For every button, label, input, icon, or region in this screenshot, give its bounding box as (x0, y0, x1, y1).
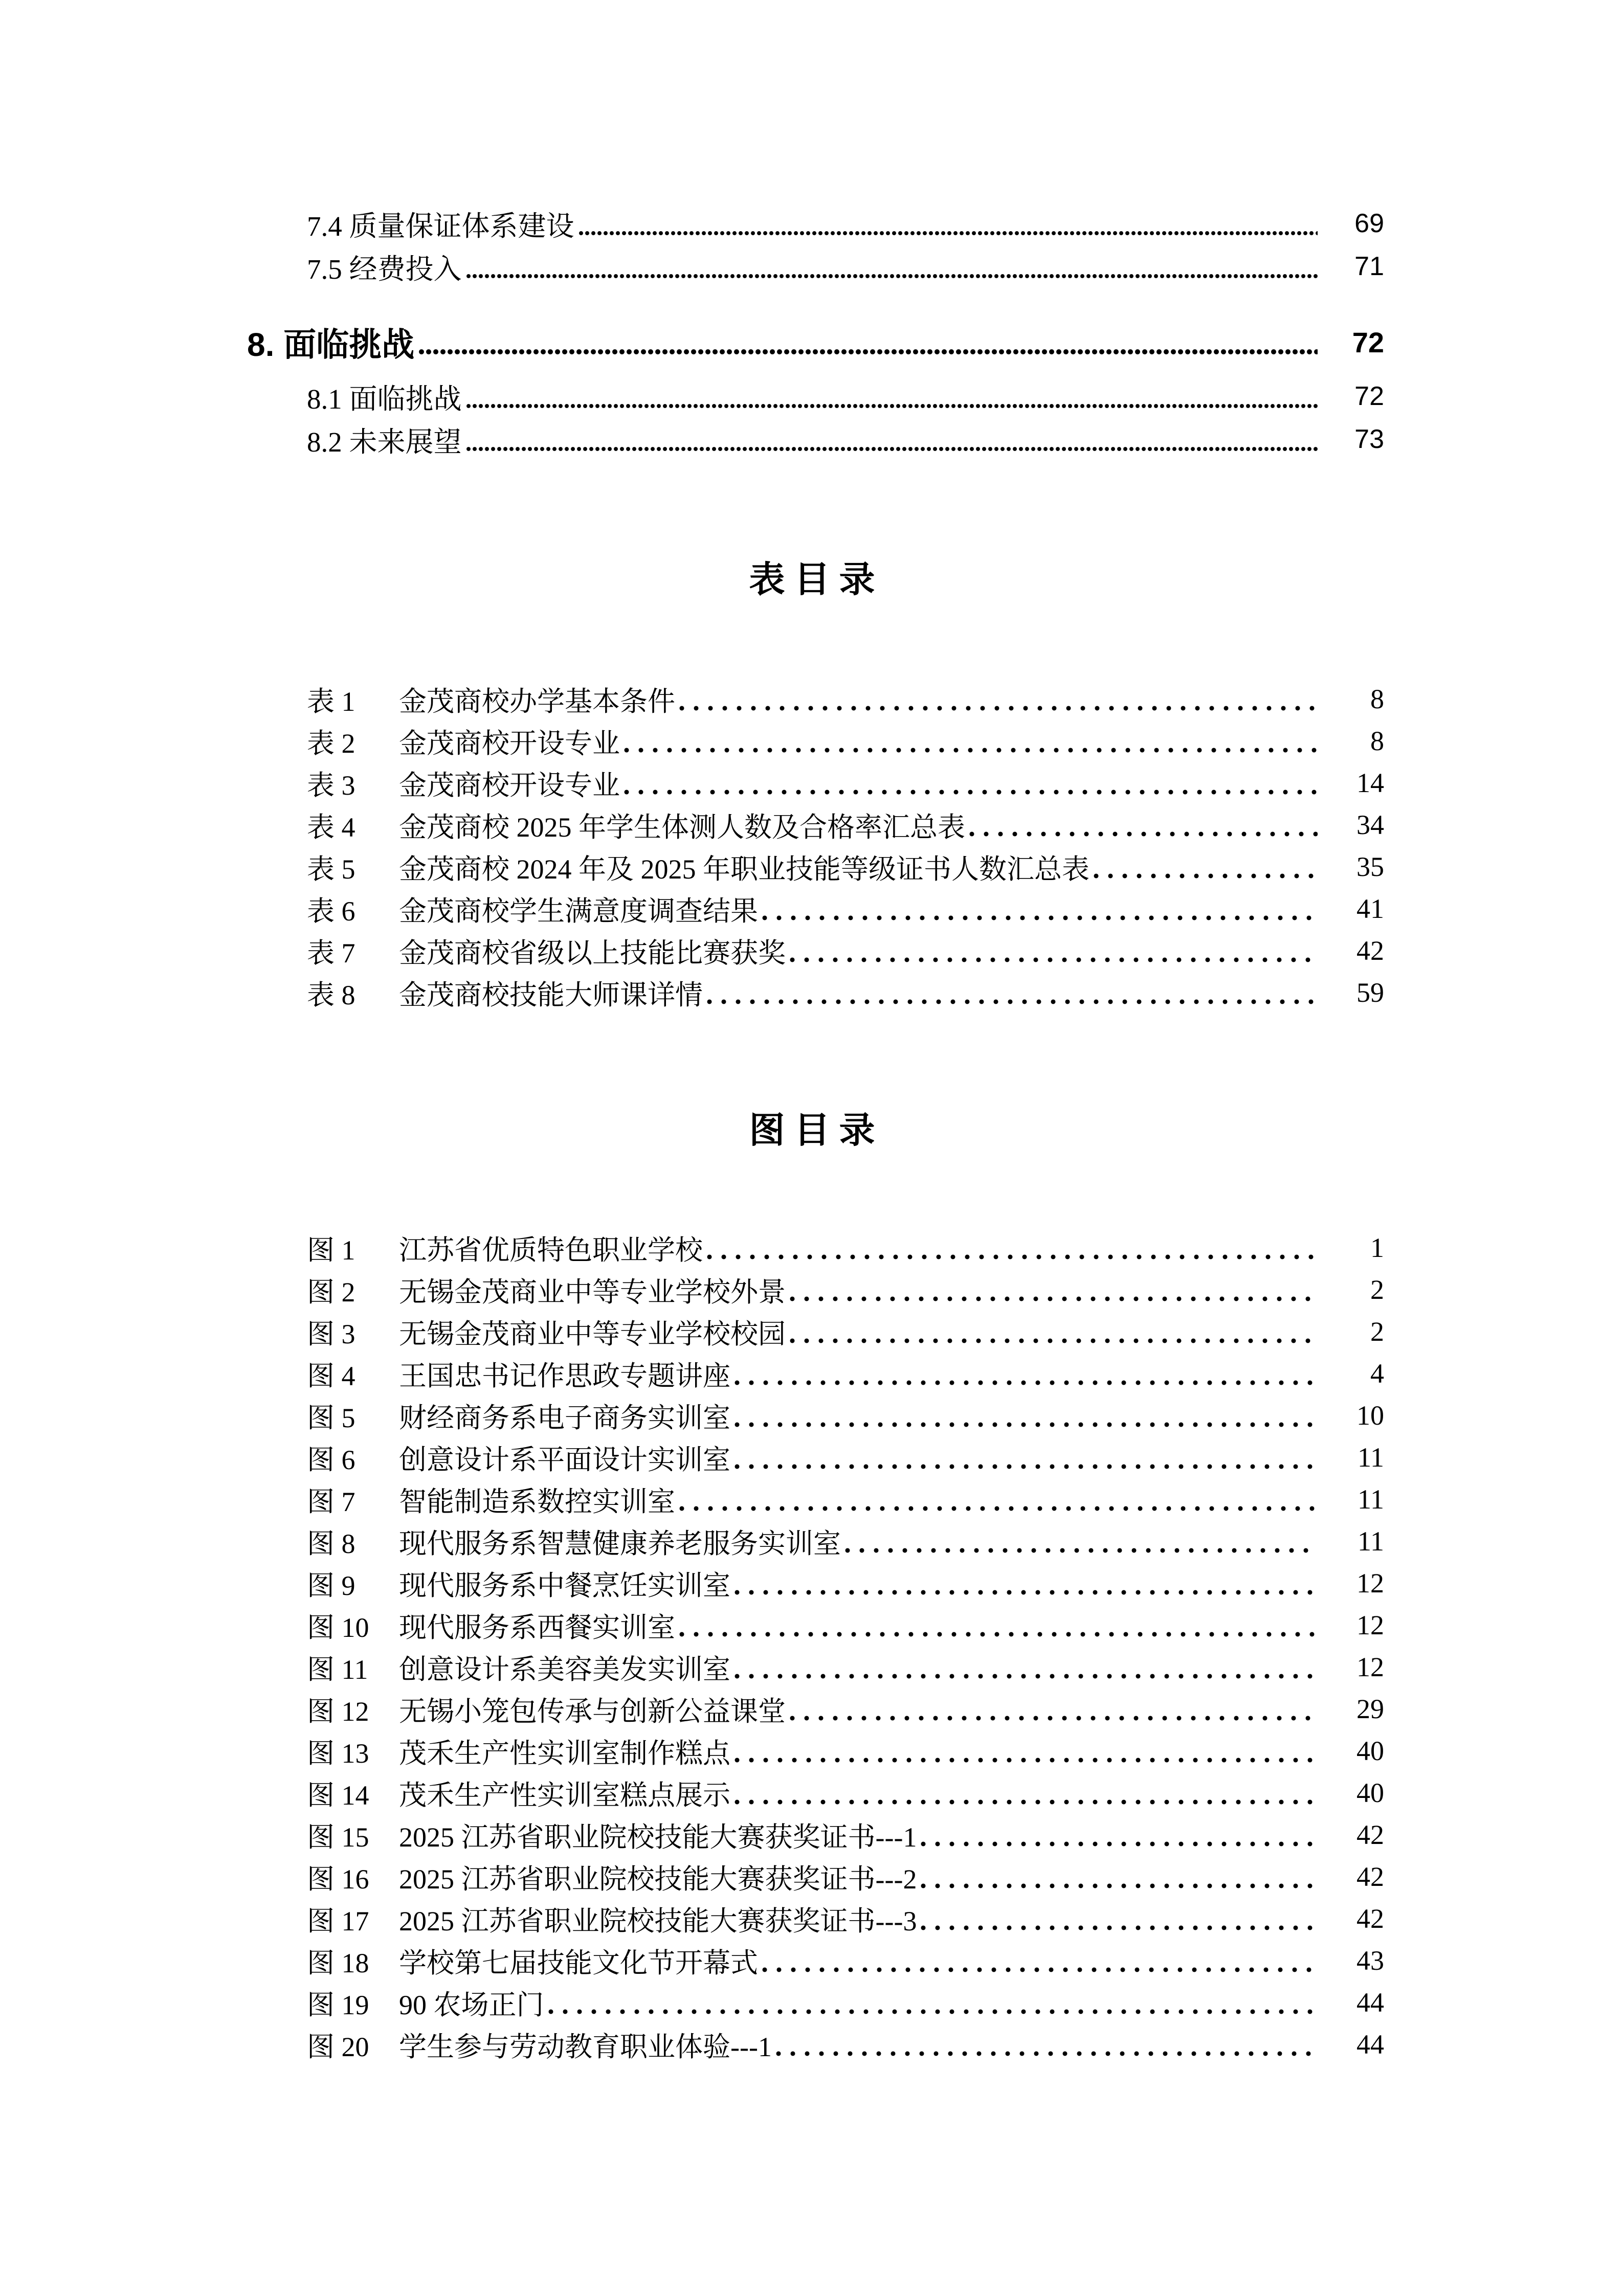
list-entry-page-number: 12 (1356, 1610, 1384, 1640)
dot-leader (762, 1966, 1318, 1973)
list-entry (0, 1730, 1624, 1772)
list-entry (0, 1646, 1624, 1688)
list-entry-label: 图 13 (307, 1738, 369, 1769)
list-entry (0, 678, 1624, 720)
list-entry (0, 1772, 1624, 1814)
dot-leader (735, 1379, 1318, 1386)
list-entry-label: 表 2 (307, 728, 355, 759)
list-entry-label: 表 5 (307, 853, 355, 885)
list-entry-label: 图 8 (307, 1528, 355, 1559)
dot-leader (921, 1840, 1318, 1848)
list-entry (0, 1982, 1624, 2023)
list-entry (0, 888, 1624, 930)
toc-entry-label: 8.1 面临挑战 (307, 383, 462, 415)
dot-leader (418, 348, 1318, 355)
dot-leader (466, 402, 1318, 410)
list-entry-title: 金茂商校 2025 年学生体测人数及合格率汇总表 (399, 812, 965, 843)
list-entry-title: 金茂商校技能大师课详情 (399, 979, 703, 1010)
list-entry-page-number: 42 (1356, 1819, 1384, 1850)
list-entry-label: 图 19 (307, 1989, 369, 2020)
list-entry-page-number: 44 (1356, 2029, 1384, 2060)
list-entry-page-number: 59 (1356, 977, 1384, 1008)
list-entry (0, 1898, 1624, 1940)
dot-leader (790, 1337, 1318, 1344)
list-entry-page-number: 12 (1356, 1568, 1384, 1599)
dot-leader (735, 1757, 1318, 1764)
figure-directory-title: 图目录 (749, 1110, 884, 1150)
list-entry-label: 图 11 (307, 1654, 368, 1685)
list-entry (0, 930, 1624, 972)
list-entry (0, 1604, 1624, 1646)
list-entry (0, 1562, 1624, 1604)
dot-leader (790, 1715, 1318, 1722)
list-entry-page-number: 42 (1356, 1861, 1384, 1892)
list-entry-label: 图 3 (307, 1318, 355, 1349)
list-entry-label: 表 1 (307, 686, 355, 717)
list-entry-label: 图 4 (307, 1360, 355, 1391)
list-entry-title: 学生参与劳动教育职业体验---1 (399, 2031, 772, 2062)
list-entry-label: 图 10 (307, 1612, 369, 1643)
list-entry-label: 表 8 (307, 979, 355, 1010)
list-entry-page-number: 2 (1370, 1274, 1384, 1305)
dot-leader (548, 2008, 1318, 2015)
dot-leader (707, 1253, 1318, 1260)
list-entry-page-number: 11 (1358, 1526, 1384, 1557)
list-entry-page-number: 29 (1356, 1694, 1384, 1724)
chapter-toc-section (0, 202, 1624, 461)
list-entry-page-number: 44 (1356, 1987, 1384, 2018)
list-entry-page-number: 41 (1356, 893, 1384, 924)
list-entry-label: 图 16 (307, 1863, 369, 1895)
list-entry-title: 无锡金茂商业中等专业学校校园 (399, 1318, 786, 1349)
toc-entry (0, 202, 1624, 245)
dot-leader (466, 273, 1318, 280)
toc-entry-label: 8. 面临挑战 (247, 326, 415, 363)
dot-leader (735, 1673, 1318, 1680)
dot-leader (762, 914, 1318, 921)
list-entry-page-number: 1 (1370, 1232, 1384, 1263)
dot-leader (579, 230, 1318, 237)
list-entry-title: 无锡小笼包传承与创新公益课堂 (399, 1696, 786, 1727)
list-entry-label: 图 14 (307, 1780, 369, 1811)
list-entry-title: 金茂商校学生满意度调查结果 (399, 895, 758, 927)
list-entry-page-number: 11 (1358, 1484, 1384, 1515)
list-entry-label: 图 5 (307, 1402, 355, 1433)
toc-entry-page-number: 69 (1354, 209, 1384, 238)
list-entry-title: 江苏省优质特色职业学校 (399, 1234, 703, 1266)
list-entry (0, 846, 1624, 888)
list-entry-label: 表 7 (307, 937, 355, 969)
dot-leader (624, 747, 1318, 754)
dot-leader (845, 1547, 1318, 1554)
list-entry-label: 图 17 (307, 1905, 369, 1937)
list-entry-label: 图 20 (307, 2031, 369, 2062)
toc-entry (0, 321, 1624, 364)
list-entry-title: 金茂商校省级以上技能比赛获奖 (399, 937, 786, 969)
list-entry-page-number: 4 (1370, 1358, 1384, 1389)
list-entry-page-number: 8 (1370, 684, 1384, 714)
dot-leader (735, 1589, 1318, 1596)
list-entry-label: 图 1 (307, 1234, 355, 1266)
list-entry-title: 金茂商校开设专业 (399, 770, 620, 801)
dot-leader (679, 705, 1318, 712)
list-entry-page-number: 40 (1356, 1736, 1384, 1766)
list-entry (0, 762, 1624, 804)
dot-leader (921, 1882, 1318, 1889)
list-entry (0, 1394, 1624, 1436)
list-entry-label: 图 15 (307, 1821, 369, 1853)
toc-entry (0, 418, 1624, 461)
list-entry-label: 表 3 (307, 770, 355, 801)
list-entry-title: 创意设计系美容美发实训室 (399, 1654, 730, 1685)
list-entry (0, 2023, 1624, 2065)
toc-entry-page-number: 72 (1354, 381, 1384, 411)
table-directory-title: 表目录 (749, 559, 884, 599)
toc-entry-label: 8.2 未来展望 (307, 426, 462, 458)
list-entry-title: 王国忠书记作思政专题讲座 (399, 1360, 730, 1391)
list-entry-title: 现代服务系西餐实训室 (399, 1612, 675, 1643)
list-entry-page-number: 8 (1370, 726, 1384, 756)
list-entry-page-number: 35 (1356, 851, 1384, 882)
list-entry (0, 1311, 1624, 1353)
list-entry (0, 1940, 1624, 1982)
dot-leader (969, 830, 1318, 838)
toc-entry (0, 245, 1624, 288)
list-entry (0, 1478, 1624, 1520)
list-entry-label: 图 6 (307, 1444, 355, 1475)
list-entry (0, 1227, 1624, 1269)
dot-leader (735, 1421, 1318, 1428)
table-directory-list (0, 678, 1624, 1014)
list-entry-label: 图 9 (307, 1570, 355, 1601)
list-entry-label: 图 18 (307, 1947, 369, 1978)
list-entry (0, 720, 1624, 762)
list-entry (0, 1520, 1624, 1562)
list-entry (0, 1856, 1624, 1898)
toc-entry-page-number: 72 (1352, 326, 1384, 358)
dot-leader (735, 1798, 1318, 1806)
list-entry-title: 无锡金茂商业中等专业学校外景 (399, 1276, 786, 1308)
figure-directory-list (0, 1227, 1624, 2065)
list-entry-page-number: 43 (1356, 1945, 1384, 1976)
list-entry-title: 金茂商校 2024 年及 2025 年职业技能等级证书人数汇总表 (399, 853, 1089, 885)
list-entry (0, 1814, 1624, 1856)
list-entry-page-number: 14 (1356, 768, 1384, 798)
dot-leader (790, 956, 1318, 963)
list-entry-title: 2025 江苏省职业院校技能大赛获奖证书---2 (399, 1863, 917, 1895)
list-entry-label: 表 6 (307, 895, 355, 927)
list-entry-page-number: 2 (1370, 1316, 1384, 1347)
list-entry-page-number: 40 (1356, 1777, 1384, 1808)
list-entry-page-number: 11 (1358, 1442, 1384, 1473)
dot-leader (790, 1295, 1318, 1302)
list-entry-label: 图 7 (307, 1486, 355, 1517)
list-entry (0, 1353, 1624, 1394)
list-entry-label: 表 4 (307, 812, 355, 843)
list-entry (0, 1436, 1624, 1478)
toc-entry-page-number: 73 (1354, 424, 1384, 454)
list-entry-page-number: 12 (1356, 1652, 1384, 1682)
list-entry-label: 图 2 (307, 1276, 355, 1308)
list-entry (0, 804, 1624, 846)
list-entry-title: 创意设计系平面设计实训室 (399, 1444, 730, 1475)
list-entry-title: 学校第七届技能文化节开幕式 (399, 1947, 758, 1978)
list-entry (0, 972, 1624, 1014)
dot-leader (679, 1505, 1318, 1512)
list-entry-title: 2025 江苏省职业院校技能大赛获奖证书---1 (399, 1821, 917, 1853)
list-entry-page-number: 34 (1356, 809, 1384, 840)
dot-leader (707, 998, 1318, 1005)
toc-entry-label: 7.5 经费投入 (307, 253, 462, 285)
dot-leader (921, 1924, 1318, 1931)
dot-leader (735, 1463, 1318, 1470)
toc-entry-page-number: 71 (1354, 252, 1384, 281)
list-entry-title: 茂禾生产性实训室糕点展示 (399, 1780, 730, 1811)
list-entry-title: 金茂商校开设专业 (399, 728, 620, 759)
list-entry-title: 90 农场正门 (399, 1989, 544, 2020)
list-entry-page-number: 42 (1356, 935, 1384, 966)
toc-entry-label: 7.4 质量保证体系建设 (307, 210, 574, 242)
dot-leader (1094, 872, 1318, 880)
list-entry (0, 1269, 1624, 1311)
dot-leader (776, 2050, 1318, 2057)
list-entry-page-number: 10 (1356, 1400, 1384, 1431)
dot-leader (679, 1631, 1318, 1638)
dot-leader (466, 445, 1318, 453)
list-entry-label: 图 12 (307, 1696, 369, 1727)
list-entry-title: 现代服务系中餐烹饪实训室 (399, 1570, 730, 1601)
toc-entry (0, 375, 1624, 418)
dot-leader (624, 789, 1318, 796)
list-entry-title: 财经商务系电子商务实训室 (399, 1402, 730, 1433)
list-entry-page-number: 42 (1356, 1903, 1384, 1934)
list-entry-title: 金茂商校办学基本条件 (399, 686, 675, 717)
list-entry-title: 2025 江苏省职业院校技能大赛获奖证书---3 (399, 1905, 917, 1937)
list-entry-title: 智能制造系数控实训室 (399, 1486, 675, 1517)
list-entry-title: 茂禾生产性实训室制作糕点 (399, 1738, 730, 1769)
list-entry (0, 1688, 1624, 1730)
list-entry-title: 现代服务系智慧健康养老服务实训室 (399, 1528, 841, 1559)
